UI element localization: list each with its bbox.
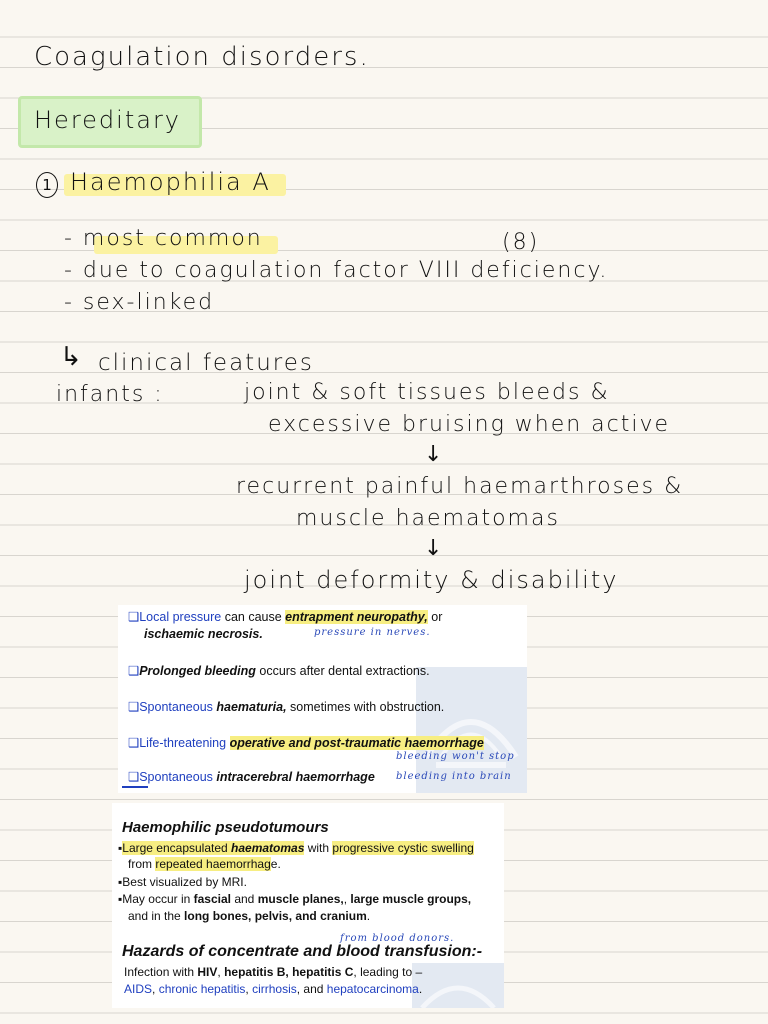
pseudotumour-point-1: ▪Large encapsulated haematomas with progressive cystic swelling [118, 841, 474, 855]
slide-line-haematuria: ❑Spontaneous haematuria, sometimes with obstruction. [128, 700, 445, 714]
checkbox-icon: ❑ [128, 610, 140, 624]
checkbox-icon: ❑ [128, 770, 140, 784]
slide-clinical-bleeding [118, 605, 527, 793]
factor-note: (8) [502, 230, 540, 255]
feature-bleeds: joint & soft tissues bleeds & [244, 380, 610, 405]
feature-deformity: joint deformity & disability [244, 566, 619, 594]
blue-underline-mark [122, 786, 148, 788]
slide-line-intracerebral: ❑Spontaneous intracerebral haemorrhage [128, 770, 375, 784]
item-number: 1 [36, 172, 58, 198]
annotation-wont-stop: bleeding won't stop [396, 751, 515, 762]
hazard-infection-line: Infection with HIV, hepatitis B, hepatitis C, leading to – [124, 965, 423, 979]
slide-line-local-pressure: ❑Local pressure can cause entrapment neuropathy, or [128, 610, 443, 624]
bullet-icon: ▪ [118, 841, 123, 855]
down-arrow: ↓ [424, 442, 443, 467]
checkbox-icon: ❑ [128, 664, 140, 678]
pseudotumour-point-3-cont: and in the long bones, pelvis, and cranium. [128, 909, 371, 923]
slide-line-prolonged-bleeding: ❑Prolonged bleeding occurs after dental extractions. [128, 664, 430, 678]
feature-muscle-haematomas: muscle haematomas [296, 506, 560, 531]
bullet-most-common: - most common [64, 226, 263, 251]
bullet-sex-linked: - sex-linked [64, 290, 215, 315]
item-title: Haemophilia A [70, 168, 271, 196]
checkbox-icon: ❑ [128, 736, 140, 750]
infants-label: infants : [56, 382, 164, 407]
clinical-features-heading: clinical features [98, 350, 314, 376]
page-title: Coagulation disorders. [34, 42, 370, 72]
down-arrow: ↓ [424, 536, 443, 561]
annotation-blood-donors: from blood donors. [340, 933, 455, 944]
slide-pseudotumours [112, 803, 504, 1008]
pseudotumours-title: Haemophilic pseudotumours [122, 819, 329, 836]
annotation-pressure-nerves: pressure in nerves. [314, 627, 431, 638]
bullet-icon: ▪ [118, 875, 123, 889]
bullet-factor-deficiency: - due to coagulation factor VIII deficiency. [64, 258, 609, 283]
pseudotumour-point-2: ▪Best visualized by MRI. [118, 875, 247, 889]
section-heading: Hereditary [34, 106, 182, 134]
slide-line-necrosis: ischaemic necrosis. [144, 627, 263, 641]
pseudotumour-point-1-cont: from repeated haemorrhage. [128, 857, 281, 871]
pseudotumour-point-3: ▪May occur in fascial and muscle planes,, large muscle groups, [118, 892, 472, 906]
hazards-title: Hazards of concentrate and blood transfusion:- [122, 943, 483, 960]
slide-decoration [412, 963, 504, 1008]
bullet-icon: ▪ [118, 892, 123, 906]
checkbox-icon: ❑ [128, 700, 140, 714]
annotation-into-brain: bleeding into brain [396, 771, 512, 782]
dome-watermark-icon [412, 963, 504, 1008]
hazard-outcomes-line: AIDS, chronic hepatitis, cirrhosis, and hepatocarcinoma. [124, 982, 423, 996]
subhead-arrow: ↳ [60, 342, 82, 372]
feature-haemarthroses: recurrent painful haemarthroses & [236, 474, 684, 499]
feature-bruising: excessive bruising when active [268, 412, 671, 437]
slide-line-life-threatening: ❑Life-threatening operative and post-traumatic haemorrhage [128, 736, 484, 750]
